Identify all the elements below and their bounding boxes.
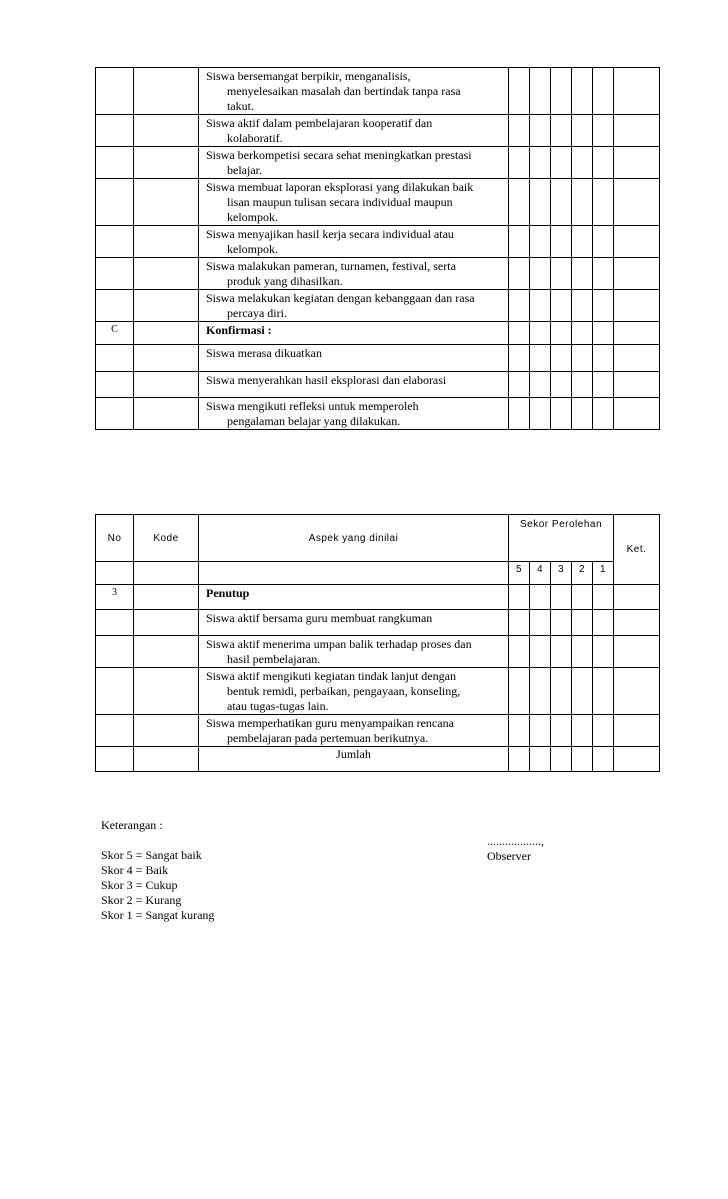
score-cell[interactable] — [572, 147, 593, 179]
aspect-text: Siswa aktif dalam pembelajaran kooperatif dan — [206, 116, 433, 130]
row-number-cell — [96, 258, 134, 290]
aspect-text: Konfirmasi : — [206, 323, 272, 337]
row-number-cell — [96, 179, 134, 226]
row-number-cell — [96, 398, 134, 430]
row-number-cell — [96, 68, 134, 115]
total-score-cell[interactable] — [572, 747, 593, 772]
table-row — [96, 398, 660, 430]
score-4-header: 4 — [530, 562, 551, 585]
aspect-text: Siswa aktif bersama guru membuat rangkuman — [206, 611, 433, 625]
aspect-cell — [199, 322, 509, 345]
table-header-row — [96, 515, 660, 562]
aspect-text: Penutup — [206, 586, 250, 600]
table-row — [96, 258, 660, 290]
row-number-cell: C — [96, 322, 134, 345]
aspect-text-continued: hasil pembelajaran. — [227, 652, 321, 666]
score-cell[interactable] — [572, 398, 593, 430]
score-cell[interactable] — [551, 610, 572, 636]
aspect-cell — [199, 68, 509, 115]
score-cell[interactable] — [509, 668, 530, 715]
aspect-text-continued: kelompok. — [227, 210, 278, 224]
score-cell[interactable] — [593, 226, 614, 258]
table-row — [96, 290, 660, 322]
note-cell[interactable] — [614, 179, 660, 226]
score-cell[interactable] — [572, 226, 593, 258]
aspect-cell — [199, 179, 509, 226]
date-placeholder: .................., — [487, 834, 544, 848]
score-cell[interactable] — [551, 636, 572, 668]
score-3-header: 3 — [551, 562, 572, 585]
note-cell[interactable] — [614, 668, 660, 715]
table-row — [96, 345, 660, 372]
total-label: Jumlah — [199, 747, 509, 772]
score-cell[interactable] — [593, 636, 614, 668]
score-cell[interactable] — [572, 585, 593, 610]
note-line: Skor 2 = Kurang — [101, 893, 182, 907]
score-cell[interactable] — [593, 372, 614, 398]
score-cell[interactable] — [509, 345, 530, 372]
aspect-text-continued: menyelesaikan masalah dan bertindak tanpa rasa — [227, 84, 461, 98]
score-cell[interactable] — [572, 68, 593, 115]
score-cell[interactable] — [572, 668, 593, 715]
score-cell[interactable] — [593, 258, 614, 290]
aspect-text: Siswa aktif mengikuti kegiatan tindak lanjut dengan — [206, 669, 456, 683]
score-cell[interactable] — [572, 345, 593, 372]
score-cell[interactable] — [593, 68, 614, 115]
table-row — [96, 585, 660, 610]
code-cell — [134, 398, 199, 430]
aspect-text: Siswa aktif menerima umpan balik terhadap proses dan — [206, 637, 472, 651]
score-cell[interactable] — [551, 226, 572, 258]
aspect-text-continued: bentuk remidi, perbaikan, pengayaan, konseling, — [227, 684, 461, 698]
code-cell — [134, 345, 199, 372]
table-row — [96, 715, 660, 747]
row-number-cell — [96, 147, 134, 179]
total-row — [96, 747, 660, 772]
score-cell[interactable] — [509, 585, 530, 610]
total-score-cell[interactable] — [551, 747, 572, 772]
score-cell[interactable] — [593, 290, 614, 322]
score-cell[interactable] — [593, 668, 614, 715]
table-row — [96, 115, 660, 147]
code-cell — [134, 68, 199, 115]
table-row — [96, 68, 660, 115]
row-number-cell: 3 — [96, 585, 134, 610]
row-number-cell — [96, 115, 134, 147]
row-number-cell — [96, 636, 134, 668]
code-cell — [134, 636, 199, 668]
code-cell — [134, 715, 199, 747]
header-kode: Kode — [134, 515, 199, 562]
header-sekor-perolehan: Sekor Perolehan — [509, 515, 614, 562]
score-cell[interactable] — [593, 115, 614, 147]
code-cell — [134, 322, 199, 345]
note-cell[interactable] — [614, 68, 660, 115]
aspect-text-continued: kelompok. — [227, 242, 278, 256]
note-cell[interactable] — [614, 226, 660, 258]
aspect-cell — [199, 290, 509, 322]
note-cell[interactable] — [614, 345, 660, 372]
score-cell[interactable] — [551, 398, 572, 430]
note-cell[interactable] — [614, 372, 660, 398]
aspect-cell — [199, 372, 509, 398]
score-cell[interactable] — [572, 372, 593, 398]
row-number-cell — [96, 345, 134, 372]
aspect-text-continued: pembelajaran pada pertemuan berikutnya. — [227, 731, 429, 745]
score-cell[interactable] — [509, 636, 530, 668]
note-line: Skor 5 = Sangat baik — [101, 848, 202, 862]
score-cell[interactable] — [530, 115, 551, 147]
score-cell[interactable] — [593, 345, 614, 372]
table1-body — [96, 68, 660, 430]
note-cell[interactable] — [614, 147, 660, 179]
score-cell[interactable] — [551, 179, 572, 226]
aspect-text-continued: produk yang dihasilkan. — [227, 274, 343, 288]
score-cell[interactable] — [509, 226, 530, 258]
score-cell[interactable] — [572, 115, 593, 147]
score-cell[interactable] — [530, 147, 551, 179]
code-cell — [134, 179, 199, 226]
aspect-text: Siswa bersemangat berpikir, menganalisis, — [206, 69, 411, 83]
score-cell[interactable] — [530, 258, 551, 290]
observer-label: Observer — [487, 849, 531, 863]
score-cell[interactable] — [509, 115, 530, 147]
score-1-header: 1 — [593, 562, 614, 585]
aspect-cell — [199, 345, 509, 372]
aspect-cell — [199, 610, 509, 636]
score-cell[interactable] — [509, 68, 530, 115]
row-number-cell — [96, 372, 134, 398]
score-cell[interactable] — [551, 585, 572, 610]
row-number-cell — [96, 610, 134, 636]
note-line: Skor 4 = Baik — [101, 863, 169, 877]
score-5-header: 5 — [509, 562, 530, 585]
score-cell[interactable] — [509, 398, 530, 430]
aspect-cell — [199, 668, 509, 715]
row-number-cell — [96, 290, 134, 322]
score-cell[interactable] — [530, 345, 551, 372]
score-cell[interactable] — [572, 715, 593, 747]
aspect-cell — [199, 585, 509, 610]
score-cell[interactable] — [509, 179, 530, 226]
aspect-text: Siswa malakukan pameran, turnamen, festival, serta — [206, 259, 456, 273]
total-score-cell[interactable] — [530, 747, 551, 772]
table-score-header-row — [96, 562, 660, 585]
score-cell[interactable] — [530, 398, 551, 430]
aspect-text-continued: percaya diri. — [227, 306, 287, 320]
score-cell[interactable] — [530, 610, 551, 636]
score-cell[interactable] — [509, 715, 530, 747]
table-row — [96, 668, 660, 715]
table-row — [96, 372, 660, 398]
aspect-text-continued: takut. — [227, 99, 254, 113]
score-cell[interactable] — [509, 147, 530, 179]
header-no: No — [96, 515, 134, 562]
aspect-text: Siswa membuat laporan eksplorasi yang dilakukan baik — [206, 180, 474, 194]
score-cell[interactable] — [551, 68, 572, 115]
table-row — [96, 226, 660, 258]
aspect-text: Siswa memperhatikan guru menyampaikan rencana — [206, 716, 454, 730]
score-cell[interactable] — [551, 668, 572, 715]
aspect-cell — [199, 258, 509, 290]
observation-table-continued — [95, 67, 660, 430]
score-cell[interactable] — [530, 290, 551, 322]
code-cell — [134, 226, 199, 258]
row-number-cell — [96, 226, 134, 258]
code-cell — [134, 258, 199, 290]
score-cell[interactable] — [572, 636, 593, 668]
row-number-cell — [96, 715, 134, 747]
score-cell[interactable] — [551, 372, 572, 398]
score-cell[interactable] — [593, 322, 614, 345]
note-cell[interactable] — [614, 290, 660, 322]
score-cell[interactable] — [551, 115, 572, 147]
score-cell[interactable] — [509, 290, 530, 322]
note-line: Skor 3 = Cukup — [101, 878, 178, 892]
score-cell[interactable] — [530, 322, 551, 345]
note-cell[interactable] — [614, 636, 660, 668]
table-row — [96, 147, 660, 179]
table-row — [96, 179, 660, 226]
score-cell[interactable] — [509, 258, 530, 290]
score-cell[interactable] — [530, 226, 551, 258]
score-cell[interactable] — [509, 610, 530, 636]
aspect-text-continued: kolaboratif. — [227, 131, 283, 145]
total-note-cell[interactable] — [614, 747, 660, 772]
score-cell[interactable] — [530, 372, 551, 398]
code-cell — [134, 290, 199, 322]
score-cell[interactable] — [572, 610, 593, 636]
code-cell — [134, 668, 199, 715]
score-cell[interactable] — [593, 610, 614, 636]
aspect-text: Siswa menyajikan hasil kerja secara individual atau — [206, 227, 454, 241]
score-cell[interactable] — [551, 290, 572, 322]
aspect-cell — [199, 115, 509, 147]
aspect-cell — [199, 715, 509, 747]
aspect-text-continued: pengalaman belajar yang dilakukan. — [227, 414, 401, 428]
aspect-text-continued: belajar. — [227, 163, 262, 177]
score-cell[interactable] — [572, 179, 593, 226]
score-cell[interactable] — [530, 585, 551, 610]
observer-signature — [487, 834, 544, 864]
aspect-cell — [199, 398, 509, 430]
aspect-text: Siswa berkompetisi secara sehat meningkatkan prestasi — [206, 148, 472, 162]
aspect-text-continued: atau tugas-tugas lain. — [227, 699, 329, 713]
table-row — [96, 322, 660, 345]
score-2-header: 2 — [572, 562, 593, 585]
note-cell[interactable] — [614, 610, 660, 636]
score-cell[interactable] — [593, 179, 614, 226]
score-cell[interactable] — [530, 68, 551, 115]
score-cell[interactable] — [551, 345, 572, 372]
header-aspek: Aspek yang dinilai — [199, 515, 509, 562]
score-cell[interactable] — [509, 322, 530, 345]
aspect-text-continued: lisan maupun tulisan secara individual maupun — [227, 195, 453, 209]
table2-body — [96, 515, 660, 772]
note-cell[interactable] — [614, 322, 660, 345]
code-cell — [134, 610, 199, 636]
note-cell[interactable] — [614, 398, 660, 430]
header-ket: Ket. — [614, 515, 660, 585]
code-cell — [134, 115, 199, 147]
table-row — [96, 636, 660, 668]
code-cell — [134, 147, 199, 179]
score-cell[interactable] — [593, 147, 614, 179]
aspect-text: Siswa mengikuti refleksi untuk memperoleh — [206, 399, 419, 413]
legend-notes — [101, 818, 214, 923]
code-cell — [134, 585, 199, 610]
aspect-text: Siswa merasa dikuatkan — [206, 346, 322, 360]
aspect-text: Siswa menyerahkan hasil eksplorasi dan elaborasi — [206, 373, 447, 387]
note-cell[interactable] — [614, 258, 660, 290]
score-cell[interactable] — [530, 179, 551, 226]
note-cell[interactable] — [614, 585, 660, 610]
score-cell[interactable] — [551, 258, 572, 290]
score-cell[interactable] — [530, 715, 551, 747]
aspect-cell — [199, 147, 509, 179]
notes-title: Keterangan : — [101, 818, 163, 832]
score-cell[interactable] — [593, 585, 614, 610]
score-cell[interactable] — [530, 636, 551, 668]
aspect-cell — [199, 226, 509, 258]
observation-table-closing — [95, 514, 660, 772]
score-cell[interactable] — [572, 258, 593, 290]
total-score-cell[interactable] — [593, 747, 614, 772]
table-row — [96, 610, 660, 636]
aspect-cell — [199, 636, 509, 668]
score-cell[interactable] — [593, 398, 614, 430]
score-cell[interactable] — [530, 668, 551, 715]
note-cell[interactable] — [614, 115, 660, 147]
score-cell[interactable] — [593, 715, 614, 747]
score-cell[interactable] — [572, 290, 593, 322]
row-number-cell — [96, 668, 134, 715]
code-cell — [134, 372, 199, 398]
score-cell[interactable] — [551, 322, 572, 345]
score-cell[interactable] — [551, 147, 572, 179]
aspect-text: Siswa melakukan kegiatan dengan kebanggaan dan rasa — [206, 291, 475, 305]
note-cell[interactable] — [614, 715, 660, 747]
score-cell[interactable] — [572, 322, 593, 345]
total-score-cell[interactable] — [509, 747, 530, 772]
score-cell[interactable] — [509, 372, 530, 398]
score-cell[interactable] — [551, 715, 572, 747]
note-line: Skor 1 = Sangat kurang — [101, 908, 215, 922]
